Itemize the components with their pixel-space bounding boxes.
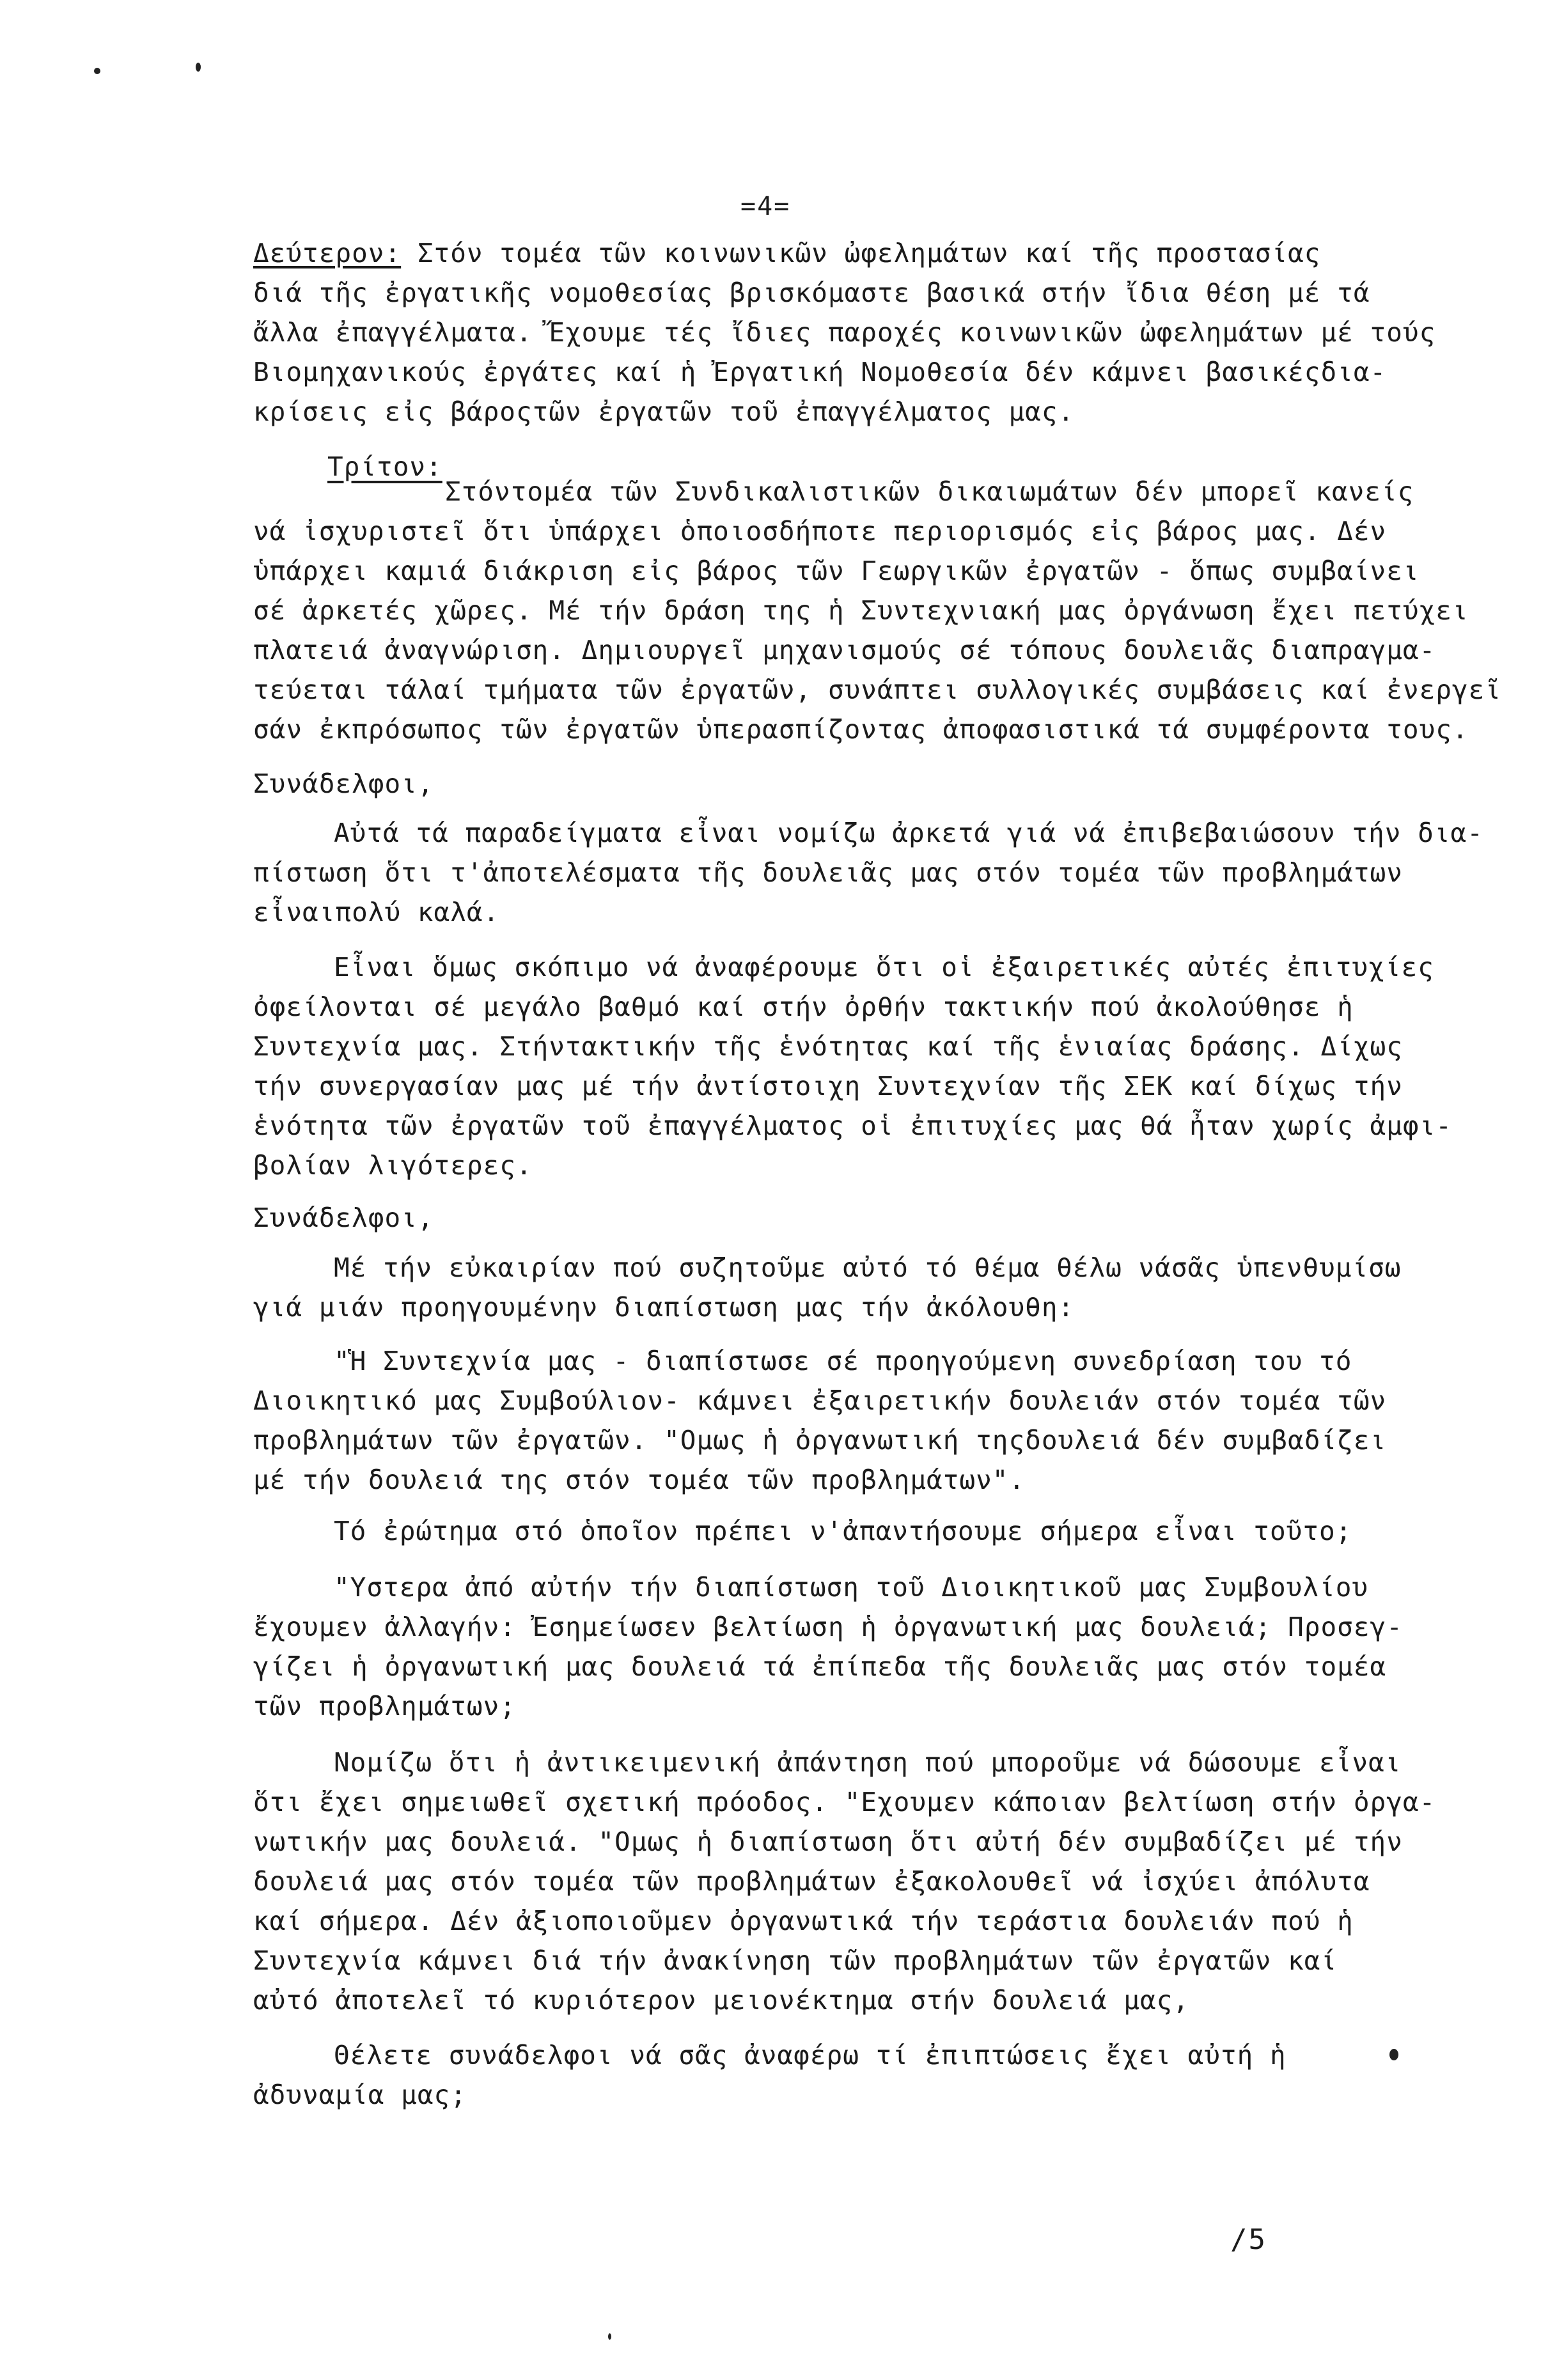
text-line: τῶν προβλημάτων; bbox=[253, 1691, 516, 1722]
salutation: Συνάδελφοι, bbox=[253, 1202, 434, 1233]
text-line: Τό ἐρώτημα στό ὁποῖον πρέπει ν'ἀπαντήσουμε σήμερα εἶναι τοῦτο; bbox=[334, 1516, 1352, 1546]
text-line: βολίαν λιγότερες. bbox=[253, 1150, 533, 1181]
paragraph-lead: Δεύτερον: bbox=[253, 238, 402, 268]
page-number: =4= bbox=[740, 192, 791, 221]
paragraph-examples bbox=[253, 813, 1483, 932]
text-line: σάν ἐκπρόσωπος τῶν ἐργατῶν ὑπερασπίζοντας ἀποφασιστικά τά συμφέροντα τους. bbox=[253, 714, 1469, 745]
text-line: προβλημάτων τῶν ἐργατῶν. "Ομως ἡ ὀργανωτική τηςδουλειά δέν συμβαδίζει bbox=[253, 1425, 1387, 1456]
text-line: Συντεχνία κάμνει διά τήν ἀνακίνηση τῶν προβλημάτων τῶν ἐργατῶν καί bbox=[253, 1945, 1338, 1976]
paragraph-lead: Τρίτον: bbox=[327, 451, 442, 482]
text-line: Συντεχνία μας. Στήντακτικήν τῆς ἑνότητας καί τῆς ἑνιαίας δράσης. Δίχως bbox=[253, 1031, 1403, 1062]
text-line: τήν συνεργασίαν μας μέ τήν ἀντίστοιχη Συντεχνίαν τῆς ΣΕΚ καί δίχως τήν bbox=[253, 1071, 1403, 1101]
text-line: Διοικητικό μας Συμβούλιον- κάμνει ἐξαιρετικήν δουλειάν στόν τομέα τῶν bbox=[253, 1385, 1387, 1416]
text-line: ἄλλα ἐπαγγέλματα. Ἔχουμε τές ἴδιες παροχές κοινωνικῶν ὠφελημάτων μέ τούς bbox=[253, 317, 1436, 348]
text-line: Μέ τήν εὐκαιρίαν πού συζητοῦμε αὐτό τό θέμα θέλω νάσᾶς ὑπενθυμίσω bbox=[334, 1252, 1402, 1283]
text-line: ἔχουμεν ἀλλαγήν: Ἐσημείωσεν βελτίωση ἡ ὀργανωτική μας δουλειά; Προσεγ- bbox=[253, 1612, 1403, 1642]
paragraph-quote bbox=[253, 1341, 1455, 1500]
text-line: "Ἡ Συντεχνία μας - διαπίστωσε σέ προηγούμενη συνεδρίαση του τό bbox=[334, 1346, 1352, 1376]
scan-speck bbox=[196, 63, 201, 72]
text-line: ὀφείλονται σέ μεγάλο βαθμό καί στήν ὀρθήν τακτικήν πού ἀκολούθησε ἡ bbox=[253, 992, 1354, 1022]
text-line: τεύεται τάλαί τμήματα τῶν ἐργατῶν, συνάπτει συλλογικές συμβάσεις καί ἐνεργεῖ bbox=[253, 674, 1501, 705]
text-line: αὐτό ἀποτελεῖ τό κυριότερον μειονέκτημα στήν δουλειά μας, bbox=[253, 1985, 1189, 2016]
text-line: Στόντομέα τῶν Συνδικαλιστικῶν δικαιωμάτων δέν μπορεῖ κανείς bbox=[445, 476, 1414, 507]
text-line: ὅτι ἔχει σημειωθεῖ σχετική πρόοδος. "Εχουμεν κάποιαν βελτίωση στήν ὀργα- bbox=[253, 1787, 1436, 1817]
text-line: κρίσεις εἰς βάροςτῶν ἐργατῶν τοῦ ἐπαγγέλματος μας. bbox=[253, 396, 1075, 427]
text-line: διά τῆς ἐργατικῆς νομοθεσίας βρισκόμαστε βασικά στήν ἴδια θέση μέ τά bbox=[253, 277, 1370, 308]
text-line: ὑπάρχει καμιά διάκριση εἰς βάρος τῶν Γεωργικῶν ἐργατῶν - ὅπως συμβαίνει bbox=[253, 556, 1420, 586]
paragraph-question bbox=[253, 1511, 1455, 1551]
text-line: πλατειά ἀναγνώριση. Δημιουργεῖ μηχανισμούς σέ τόπους δουλειᾶς διαπραγμα- bbox=[253, 635, 1436, 665]
text-line: νωτικήν μας δουλειά. "Ομως ἡ διαπίστωση ὅτι αὐτή δέν συμβαδίζει μέ τήν bbox=[253, 1826, 1403, 1857]
paragraph-successes bbox=[253, 947, 1455, 1185]
text-line: Νομίζω ὅτι ἡ ἀντικειμενική ἀπάντηση πού μποροῦμε νά δώσουμε εἶναι bbox=[334, 1747, 1402, 1778]
text-line: ἀδυναμία μας; bbox=[253, 2080, 467, 2110]
text-line: Θέλετε συνάδελφοι νά σᾶς ἀναφέρω τί ἐπιπτώσεις ἔχει αὐτή ἡ bbox=[334, 2040, 1287, 2071]
text-line: γιά μιάν προηγουμένην διαπίστωση μας τήν ἀκόλουθη: bbox=[253, 1292, 1075, 1323]
text-line: Αὐτά τά παραδείγματα εἶναι νομίζω ἀρκετά γιά νά ἐπιβεβαιώσουν τήν δια- bbox=[334, 818, 1483, 848]
text-line: Δεύτερον: Στόν τομέα τῶν κοινωνικῶν ὠφελημάτων καί τῆς προστασίας bbox=[253, 238, 1321, 268]
scan-speck bbox=[608, 2333, 611, 2340]
text-line: πίστωση ὅτι τ'ἀποτελέσματα τῆς δουλειᾶς μας στόν τομέα τῶν προβλημάτων bbox=[253, 857, 1403, 888]
paragraph-after bbox=[253, 1567, 1455, 1726]
text-line: νά ἰσχυριστεῖ ὅτι ὑπάρχει ὁποιοσδήποτε περιορισμός εἰς βάρος μας. Δέν bbox=[253, 516, 1387, 547]
scan-speck bbox=[1389, 2049, 1398, 2060]
salutation: Συνάδελφοι, bbox=[253, 768, 434, 799]
paragraph-answer bbox=[253, 1743, 1455, 2020]
scan-speck bbox=[94, 68, 100, 74]
paragraph-reminder bbox=[253, 1248, 1455, 1327]
text-line: Βιομηχανικούς ἐργάτες καί ἡ Ἐργατική Νομοθεσία δέν κάμνει βασικέςδια- bbox=[253, 357, 1387, 387]
continuation-marker: /5 bbox=[1230, 2223, 1267, 2256]
paragraph-closing bbox=[253, 2035, 1455, 2115]
text-line: σέ ἀρκετές χῶρες. Μέ τήν δράση της ἡ Συντεχνιακή μας ὀργάνωση ἔχει πετύχει bbox=[253, 595, 1469, 626]
text-line: "Υστερα ἀπό αὐτήν τήν διαπίστωση τοῦ Διοικητικοῦ μας Συμβουλίου bbox=[334, 1572, 1369, 1603]
paragraph-deuteron bbox=[253, 233, 1455, 432]
text-line: μέ τήν δουλειά της στόν τομέα τῶν προβλημάτων". bbox=[253, 1465, 1026, 1495]
text-line: εἶναιπολύ καλά. bbox=[253, 897, 500, 928]
paragraph-triton bbox=[253, 472, 1501, 749]
text-line: καί σήμερα. Δέν ἀξιοποιοῦμεν ὀργανωτικά τήν τεράστια δουλειάν πού ἡ bbox=[253, 1906, 1354, 1936]
text-line: Εἶναι ὅμως σκόπιμο νά ἀναφέρουμε ὅτι οἱ ἐξαιρετικές αὐτές ἐπιτυχίες bbox=[334, 952, 1434, 983]
text-line: δουλειά μας στόν τομέα τῶν προβλημάτων ἐξακολουθεῖ νά ἰσχύει ἀπόλυτα bbox=[253, 1866, 1370, 1897]
text-line: γίζει ἡ ὀργανωτική μας δουλειά τά ἐπίπεδα τῆς δουλειᾶς μας στόν τομέα bbox=[253, 1651, 1387, 1682]
text-line: ἑνότητα τῶν ἐργατῶν τοῦ ἐπαγγέλματος οἱ ἐπιτυχίες μας θά ἦταν χωρίς ἀμφι- bbox=[253, 1110, 1452, 1141]
